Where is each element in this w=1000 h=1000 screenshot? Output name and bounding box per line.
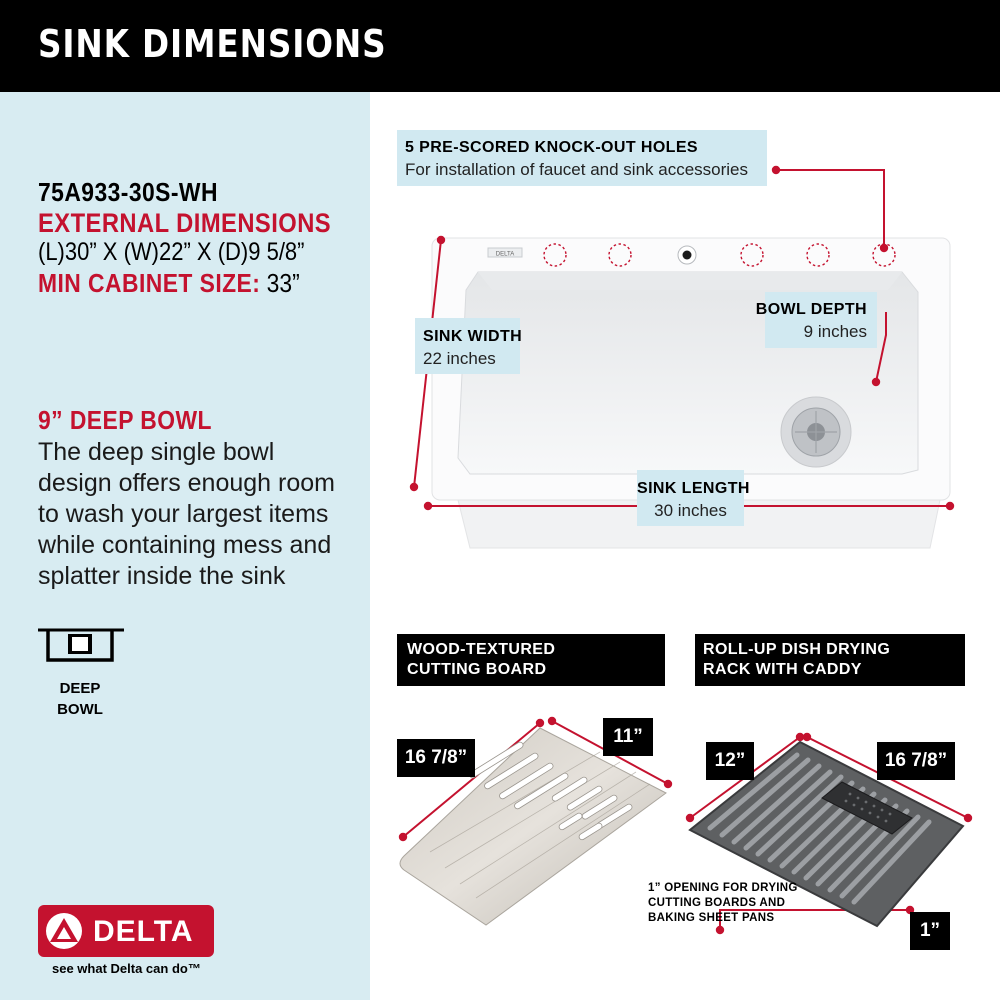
cutting-board-label: WOOD-TEXTURED CUTTING BOARD xyxy=(397,634,665,686)
sink-length-title: SINK LENGTH xyxy=(637,480,750,497)
min-cabinet-label: MIN CABINET SIZE: xyxy=(38,268,261,298)
delta-logo-text: DELTA xyxy=(93,915,194,948)
sink-length-callout xyxy=(637,470,750,526)
description-line: design offers enough room xyxy=(38,469,335,497)
drying-rack-length-dim: 16 7/8” xyxy=(877,742,955,780)
description-line: splatter inside the sink xyxy=(38,562,286,590)
deep-bowl-icon-label: DEEP BOWL xyxy=(57,680,103,718)
drying-rack-label: ROLL-UP DISH DRYING RACK WITH CADDY xyxy=(695,634,965,686)
drying-opening-dim: 1” xyxy=(910,912,950,950)
sink-width-callout xyxy=(415,318,523,374)
cutting-board-width-dim: 11” xyxy=(603,718,653,756)
knockout-holes-subtitle: For installation of faucet and sink accessories xyxy=(405,160,749,179)
cutting-board-length-dim: 16 7/8” xyxy=(397,739,475,777)
description-line: The deep single bowl xyxy=(38,438,275,466)
min-cabinet-value: 33” xyxy=(260,268,300,298)
drying-opening-note: 1” OPENING FOR DRYING CUTTING BOARDS AND BAKING SHEET PANS xyxy=(648,882,798,924)
description-line: to wash your largest items xyxy=(38,500,329,528)
page-title: SINK DIMENSIONS xyxy=(38,22,387,66)
bowl-depth-value: 9 inches xyxy=(803,322,867,341)
model-number: 75A933-30S-WH xyxy=(38,177,218,207)
deep-bowl-title: 9” DEEP BOWL xyxy=(38,405,212,435)
bowl-depth-callout xyxy=(755,292,877,348)
brand-tagline: see what Delta can do™ xyxy=(52,961,201,976)
sink-brand-plate: DELTA xyxy=(495,251,515,258)
sink-width-value: 22 inches xyxy=(423,349,496,368)
drying-rack-width-dim: 12” xyxy=(706,742,754,780)
knockout-holes-title: 5 PRE-SCORED KNOCK-OUT HOLES xyxy=(405,139,698,156)
external-dimensions-label: EXTERNAL DIMENSIONS xyxy=(38,208,332,238)
bowl-depth-title: BOWL DEPTH xyxy=(755,301,867,318)
description-line: while containing mess and xyxy=(38,531,332,559)
sink-width-title: SINK WIDTH xyxy=(423,328,523,345)
external-dimensions-value: (L)30” X (W)22” X (D)9 5/8” xyxy=(38,238,305,266)
knockout-holes-callout xyxy=(397,130,767,186)
sink-length-value: 30 inches xyxy=(654,501,727,520)
